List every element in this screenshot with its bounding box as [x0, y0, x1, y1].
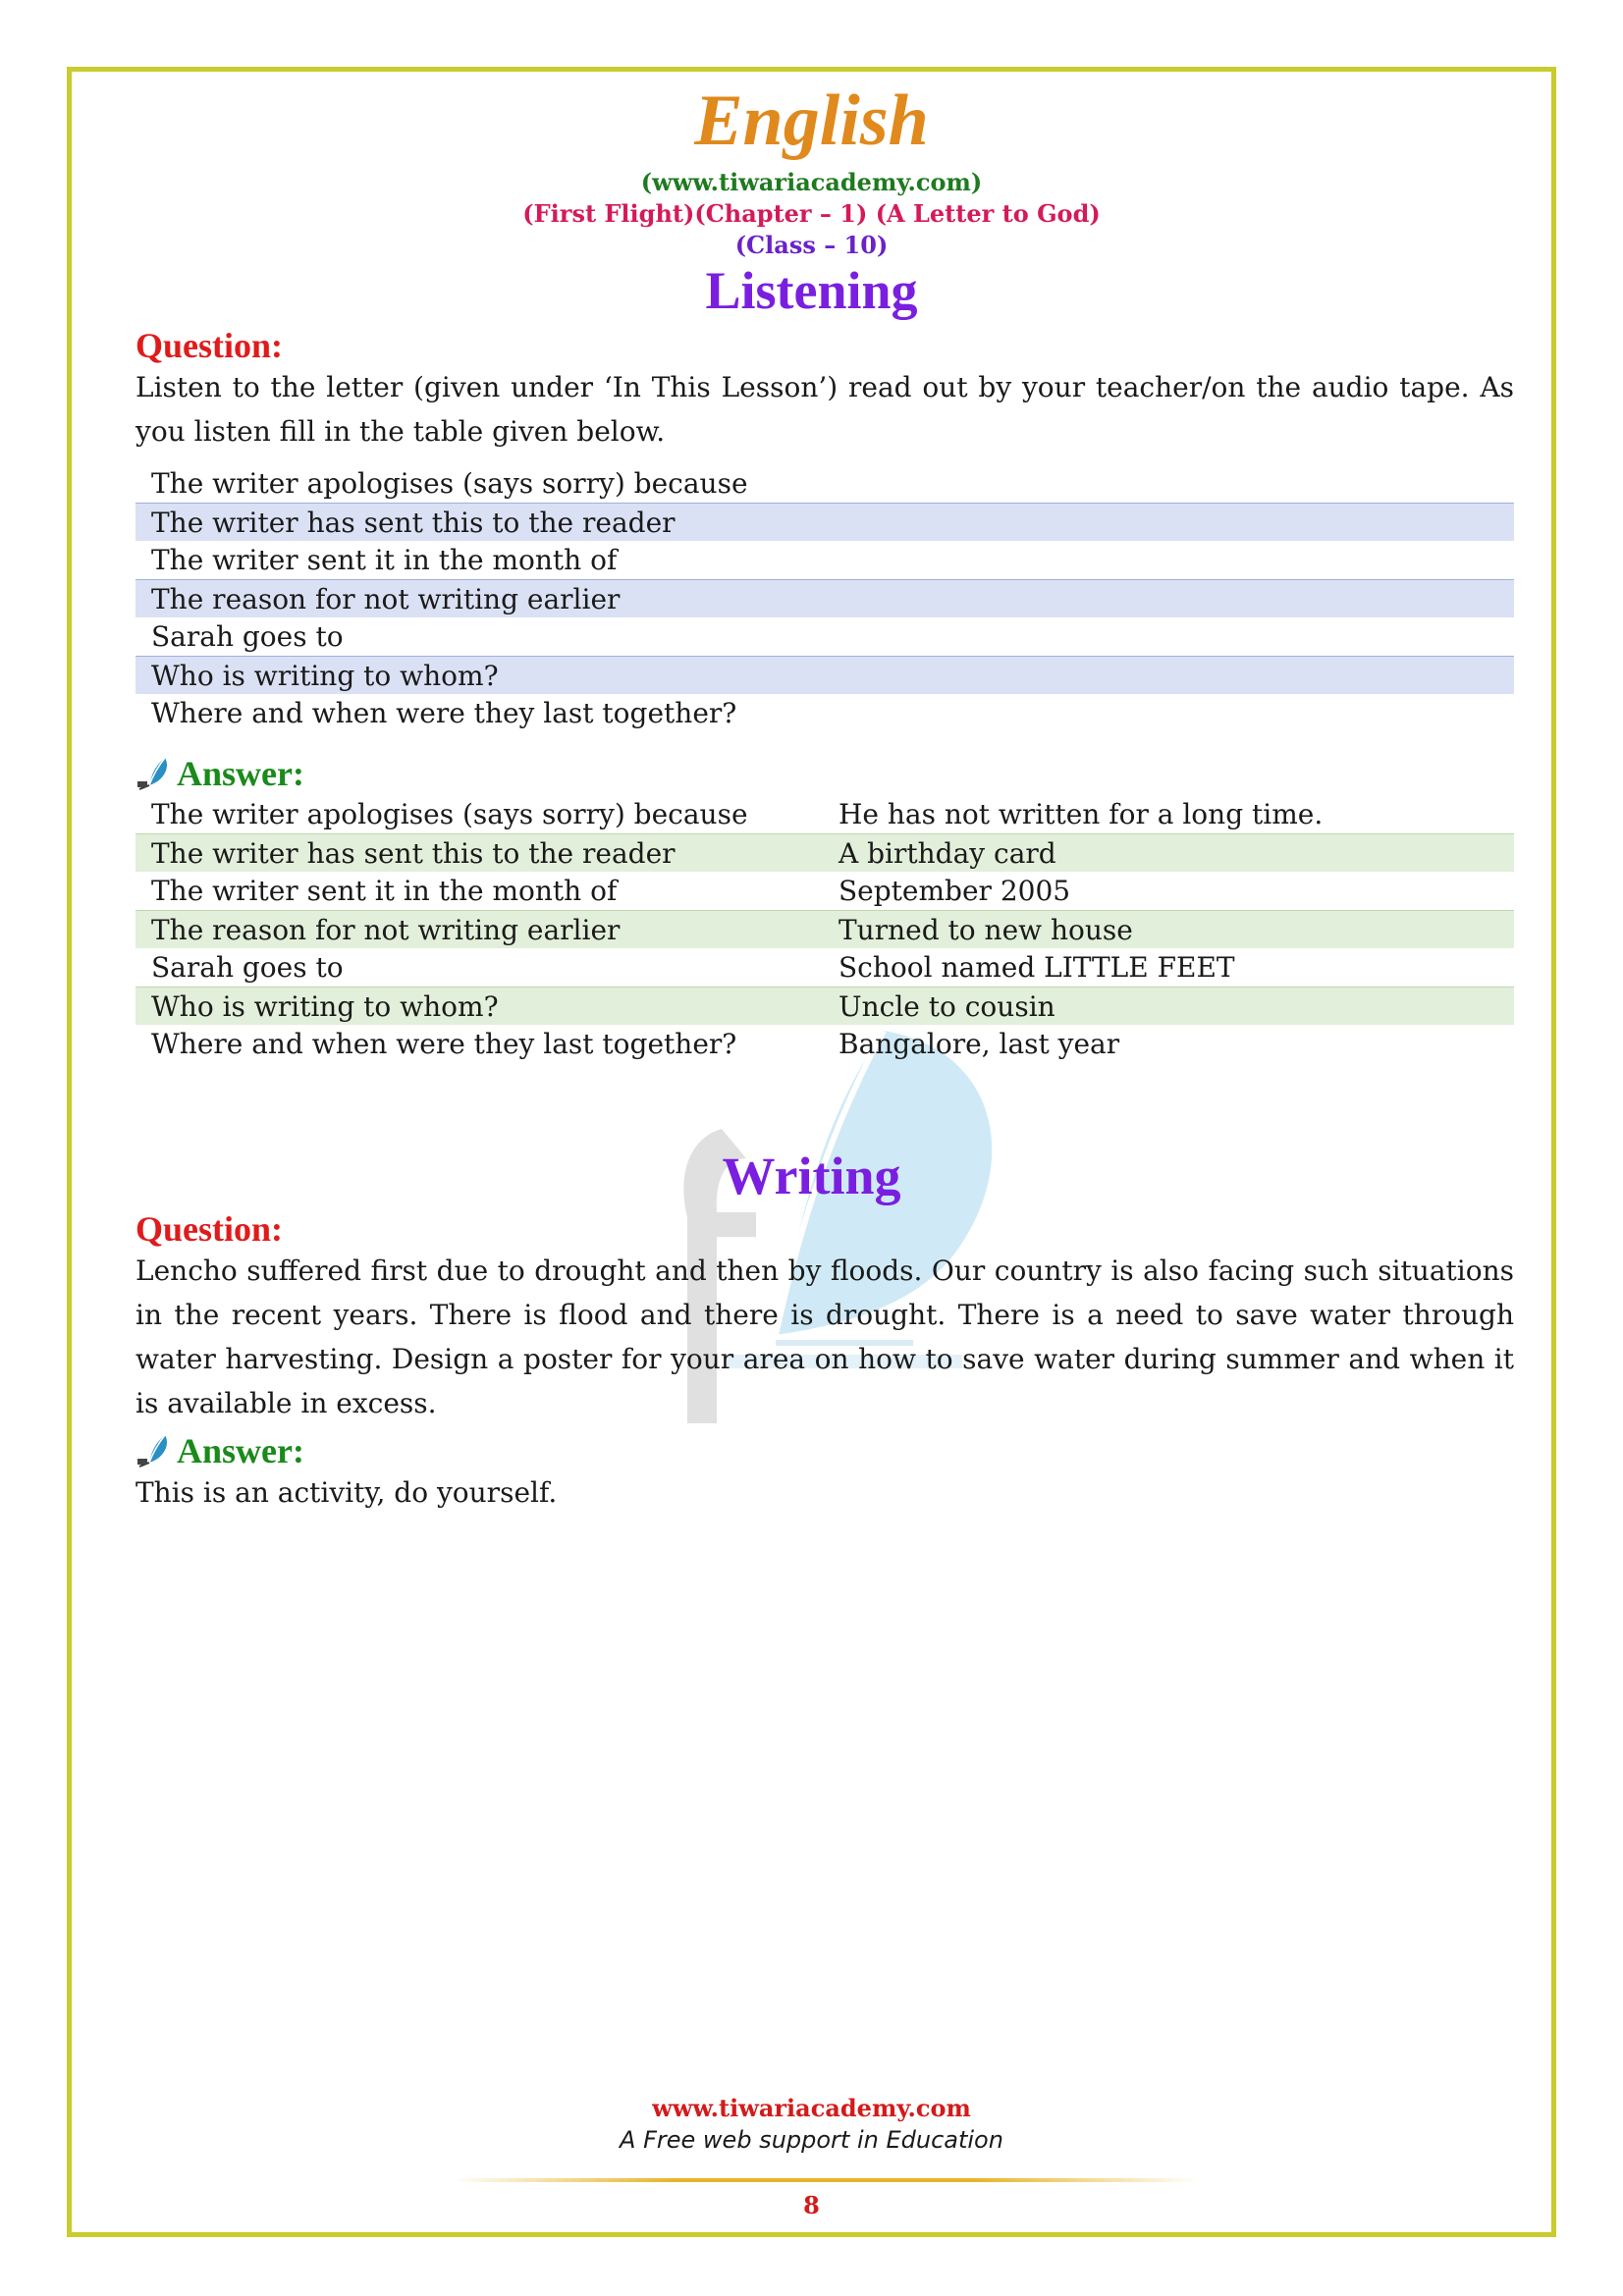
table-cell: Where and when were they last together?	[151, 1028, 737, 1060]
page-number: 8	[803, 2191, 820, 2219]
writing-heading: Writing	[722, 1147, 901, 1205]
table-row	[135, 464, 1514, 503]
page-header	[0, 77, 1623, 261]
table-row	[135, 833, 1514, 872]
listening-answer-label	[135, 754, 304, 793]
table-cell: The reason for not writing earlier	[151, 913, 621, 946]
listening-question-text: Listen to the letter (given under ‘In This Lesson’) read out by your teacher/on the audio tape. As you listen fill in the table given below.	[135, 371, 1514, 448]
answer-label-text: Answer:	[177, 754, 304, 793]
table-row	[135, 656, 1514, 694]
quill-icon	[135, 756, 171, 791]
table-cell: School named LITTLE FEET	[839, 951, 1235, 984]
table-row	[135, 910, 1514, 948]
header-site: (www.tiwariacademy.com)	[640, 168, 983, 196]
quill-icon	[135, 1433, 171, 1468]
table-row	[135, 1025, 1514, 1063]
listening-question-table	[135, 464, 1514, 732]
table-row	[135, 795, 1514, 833]
table-row	[135, 694, 1514, 732]
header-class: (Class – 10)	[734, 231, 889, 259]
subject-title: English	[694, 80, 929, 161]
table-cell: The reason for not writing earlier	[151, 582, 621, 615]
writing-question-label: Question:	[135, 1209, 284, 1249]
table-row	[135, 872, 1514, 910]
table-cell: Turned to new house	[839, 913, 1133, 946]
table-row	[135, 987, 1514, 1025]
table-cell: Bangalore, last year	[839, 1028, 1120, 1060]
table-cell: The writer apologises (says sorry) because	[151, 467, 748, 500]
table-cell: Uncle to cousin	[839, 989, 1055, 1023]
table-cell: September 2005	[839, 875, 1071, 907]
table-cell: Who is writing to whom?	[151, 659, 499, 692]
listening-question-label: Question:	[135, 326, 284, 365]
table-cell: Sarah goes to	[151, 951, 344, 984]
table-cell: Where and when were they last together?	[151, 697, 737, 729]
listening-answer-table	[135, 795, 1514, 1063]
table-row	[135, 503, 1514, 541]
header-subtitle: (First Flight)(Chapter – 1) (A Letter to God)	[522, 199, 1101, 228]
table-row	[135, 579, 1514, 617]
page-footer	[0, 2093, 1623, 2156]
table-row	[135, 948, 1514, 987]
table-cell: Who is writing to whom?	[151, 989, 499, 1023]
writing-answer-label	[135, 1431, 304, 1470]
table-cell: Sarah goes to	[151, 620, 344, 653]
table-cell: The writer apologises (says sorry) because	[151, 798, 748, 830]
footer-divider	[452, 2178, 1198, 2182]
writing-question-text: Lencho suffered first due to drought and then by floods. Our country is also facing such situations in the recent years. There is flood and there is drought. There is a need to save water through water harvesting. Design a poster for your area on how to save water during summer and when it is available in excess.	[135, 1255, 1514, 1419]
table-cell: He has not written for a long time.	[839, 798, 1324, 830]
footer-tagline: A Free web support in Education	[620, 2126, 1003, 2154]
table-row	[135, 541, 1514, 579]
table-row	[135, 617, 1514, 656]
table-cell: The writer has sent this to the reader	[151, 506, 676, 539]
answer-label-text: Answer:	[177, 1431, 304, 1470]
table-cell: The writer sent it in the month of	[151, 875, 618, 907]
listening-heading: Listening	[705, 261, 918, 320]
table-cell: The writer sent it in the month of	[151, 544, 618, 576]
table-cell: The writer has sent this to the reader	[151, 836, 676, 870]
footer-site-link[interactable]: www.tiwariacademy.com	[652, 2094, 971, 2122]
writing-answer-text: This is an activity, do yourself.	[135, 1476, 558, 1509]
table-cell: A birthday card	[839, 836, 1056, 870]
